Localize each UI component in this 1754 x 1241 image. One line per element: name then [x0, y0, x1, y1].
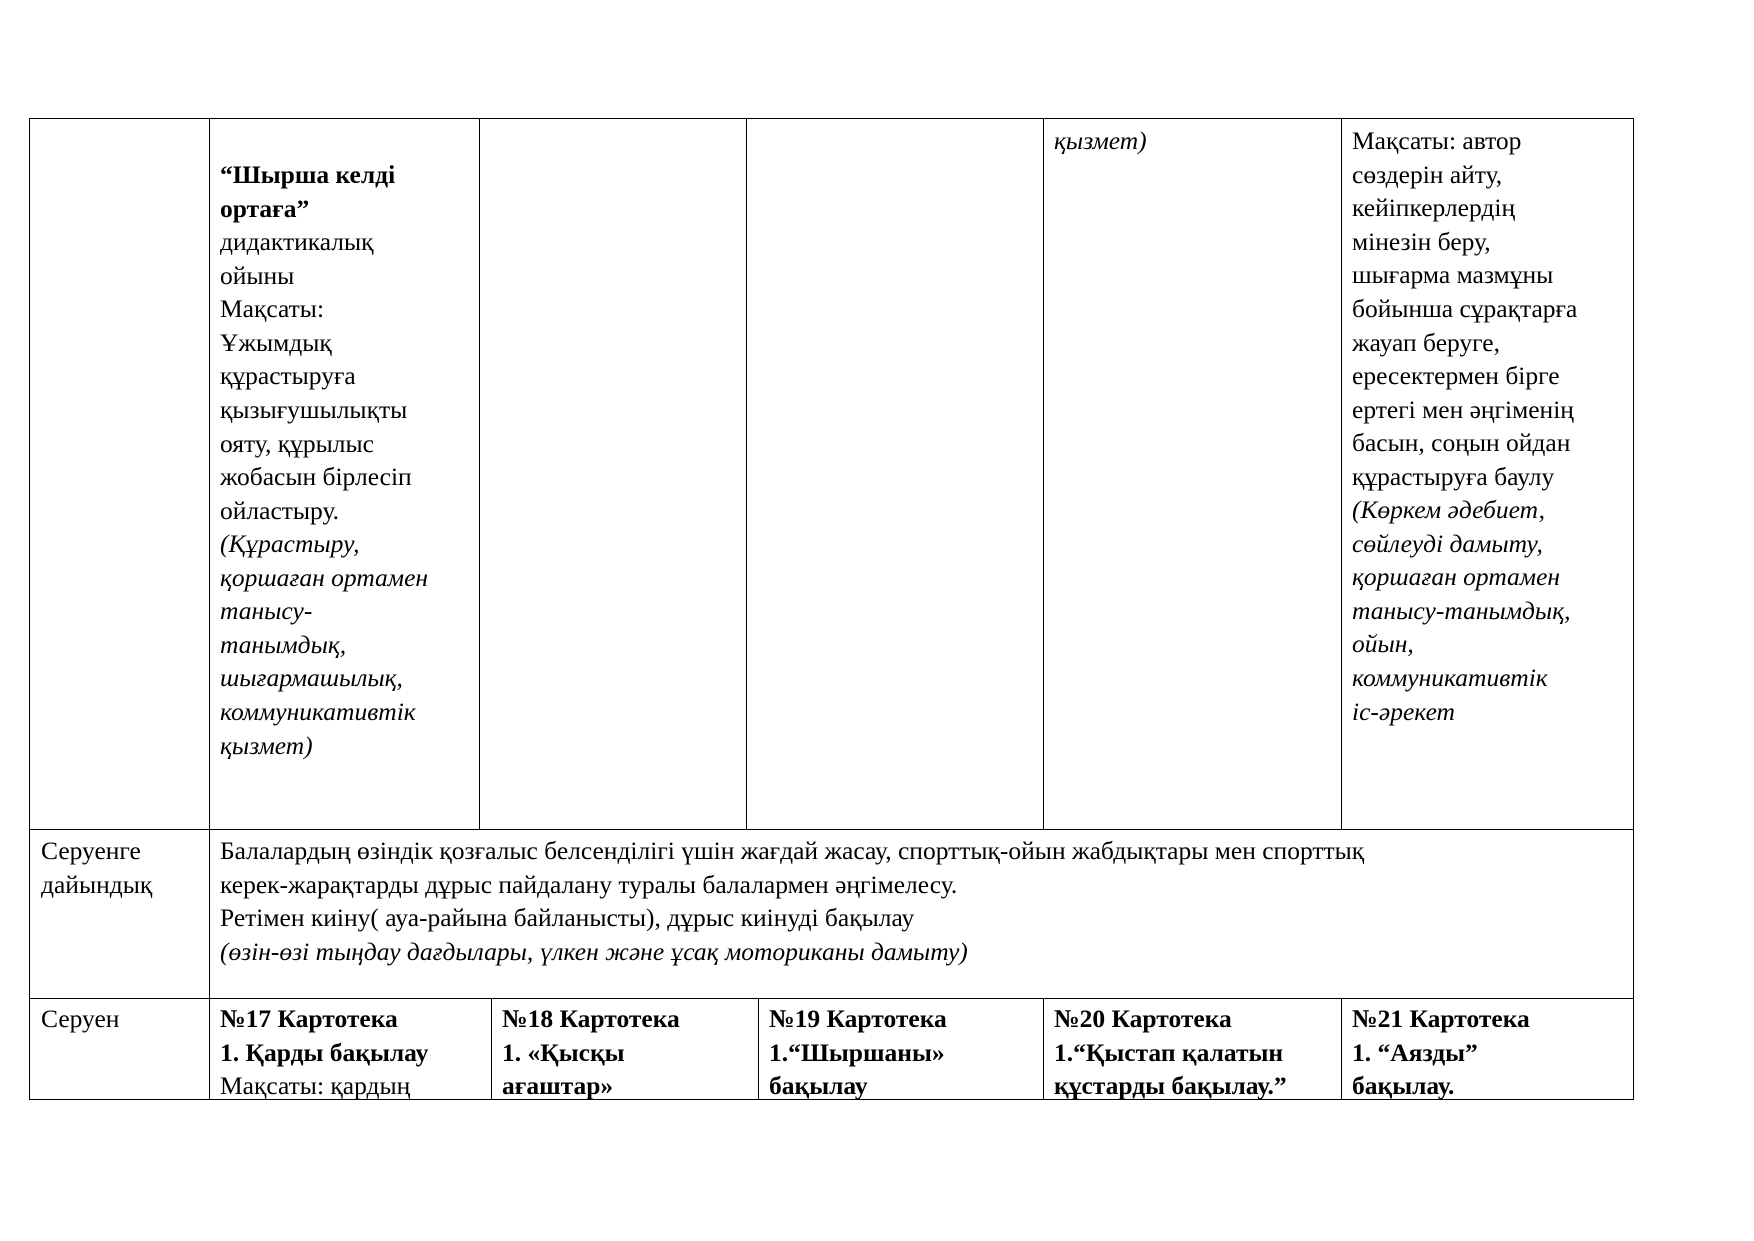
card-20-title: №20 Картотека 1.“Қыстап қалатын құстарды бақылау.” — [1054, 1004, 1287, 1101]
label-column-divider — [209, 118, 210, 1100]
row1-col-divider-3 — [746, 118, 747, 829]
card-18-title: №18 Картотека 1. «Қысқы ағаштар» — [502, 1004, 680, 1101]
table-border-left — [29, 118, 30, 1100]
col6-activity-areas: (Көркем әдебиет, сөйлеуді дамыту, қоршаған ортамен танысу-танымдық, ойын, коммуникативтік іс-әрекет — [1352, 495, 1571, 726]
col6-goal-text: Мақсаты: автор сөздерін айту, кейіпкерлердің мінезін беру, шығарма мазмұны бойынша сұрақтарға жауап беруге, ересектермен бірге ертегі мен әңгіменің басын, соңын ойдан құрастыруға баулу — [1352, 126, 1578, 491]
game-activity-areas: (Құрастыру, қоршаған ортамен танысу- танымдық, шығармашылық, коммуникативтік қызмет) — [220, 529, 429, 760]
card-21-title: №21 Картотека 1. “Аязды” бақылау. — [1352, 1004, 1530, 1101]
row1-col-divider-5 — [1341, 118, 1342, 829]
card-17-title: №17 Картотека 1. Қарды бақылау — [220, 1004, 429, 1067]
col5-activity-tail: қызмет) — [1054, 126, 1147, 155]
card-19-title: №19 Картотека 1.“Шыршаны» бақылау — [769, 1004, 947, 1101]
row1-col-divider-2 — [479, 118, 480, 829]
game-goal-text: дидактикалық ойыны Мақсаты: Ұжымдық құрастыруға қызығушылықты ояту, құрылыс жобасын бірлесіп ойластыру. — [220, 227, 412, 525]
row1-col-divider-4 — [1043, 118, 1044, 829]
table-border-top — [29, 118, 1634, 119]
plan-table — [29, 118, 1634, 1100]
walk-prep-text: Балалардың өзіндік қозғалыс белсенділігі үшін жағдай жасау, спорттық-ойын жабдықтары мен спорттық керек-жарақтарды дұрыс пайдалану туралы балалармен әңгімелесу. Ретімен киіну( ауа-райына байланысты), дұрыс киінуді бақылау — [220, 836, 1365, 933]
walk-label: Серуен — [41, 1004, 120, 1033]
row3-col-divider-4 — [1043, 998, 1044, 1099]
walk-prep-activity: (өзін-өзі тыңдау дағдылары, үлкен және ұсақ моториканы дамыту) — [220, 937, 968, 966]
row3-col-divider-2 — [491, 998, 492, 1099]
card-17-text: Мақсаты: қардың — [220, 1071, 411, 1100]
row-divider-2 — [29, 998, 1634, 999]
row3-col-divider-3 — [758, 998, 759, 1099]
game-title: “Шырша келді ортаға” — [220, 160, 396, 223]
row-divider-1 — [29, 829, 1634, 830]
table-border-right — [1633, 118, 1634, 1100]
row3-col-divider-5 — [1341, 998, 1342, 1099]
walk-prep-label: Серуенге дайындық — [41, 836, 153, 899]
